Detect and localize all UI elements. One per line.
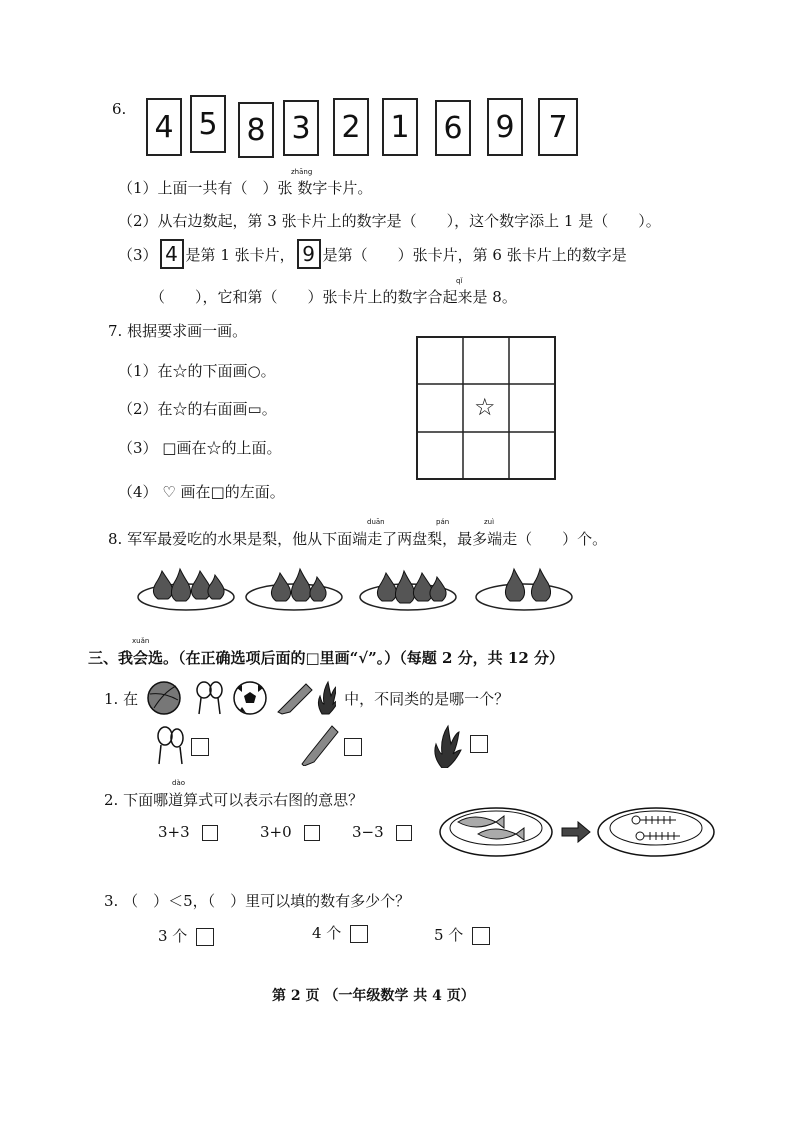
q6-number: 6.: [112, 100, 127, 118]
basketball-icon: [148, 682, 180, 714]
checkbox-option-2[interactable]: [350, 925, 368, 943]
checkbox-jump-rope[interactable]: [191, 738, 209, 756]
s3q1: [104, 680, 509, 716]
s3q3-option-2: [312, 922, 368, 943]
q6-sub2: （2）从右边数起，第 3 张卡片上的数字是（ ），这个数字添上 1 是（ ）。: [118, 212, 661, 230]
pencil-icon: [278, 684, 312, 714]
section3-title: 三、我会选。（在正确选项后面的□里画“√”。）（每题 2 分，共 12 分）: [88, 649, 564, 667]
checkbox-option-2[interactable]: [304, 825, 320, 841]
q6-sub3: [118, 237, 627, 271]
q6-sub3-line2: （ ），它和第（ ）张卡片上的数字合起来是 8。: [150, 288, 517, 306]
plant-icon: [426, 724, 462, 768]
pinyin-dao: dào: [172, 779, 186, 787]
pencil-icon: [298, 722, 340, 766]
pinyin-zhang: zhāng: [291, 168, 313, 176]
q7-item-4: （4） ♡ 画在□的左面。: [118, 483, 285, 501]
s3q3-option-3: [434, 924, 490, 945]
digit-card: 3: [283, 100, 319, 156]
s3q1-images: [146, 680, 336, 716]
pinyin-xuan: xuǎn: [132, 637, 150, 645]
option-label: 3+3: [158, 823, 190, 841]
pinyin-zui: zuì: [484, 518, 495, 526]
pear-plates: [136, 555, 606, 615]
digit-card: 1: [382, 98, 418, 156]
checkbox-option-3[interactable]: [472, 927, 490, 945]
checkbox-plant[interactable]: [470, 735, 488, 753]
checkbox-pencil[interactable]: [344, 738, 362, 756]
option-pencil: [298, 722, 340, 766]
digit-card: 8: [238, 102, 274, 158]
q6-sub3-prefix: （3）: [118, 245, 158, 264]
checkbox-option-1[interactable]: [196, 928, 214, 946]
option-label: 3+0: [260, 823, 292, 841]
option-plant: [426, 724, 462, 768]
checkbox-option-3[interactable]: [396, 825, 412, 841]
s3q3-option-1: [158, 925, 214, 946]
q7-item-1: （1）在☆的下面画○。: [118, 362, 276, 380]
pinyin-duan: duān: [367, 518, 385, 526]
s3q2-text: 2. 下面哪道算式可以表示右图的意思？: [104, 791, 364, 809]
arrow-icon: [562, 822, 590, 842]
fish-plates-illustration: [438, 804, 718, 860]
pear-icon: [136, 555, 606, 615]
jump-rope-icon: [197, 682, 222, 714]
s3q2-option-3: [352, 823, 412, 841]
soccer-ball-icon: [234, 682, 266, 714]
small-card-9: 9: [297, 239, 321, 269]
option-label: 4 个: [312, 924, 342, 942]
digit-card: 7: [538, 98, 578, 156]
q6-sub3-mid: 是第 1 张卡片，: [185, 245, 295, 264]
q6-sub3-rest: 是第（ ）张卡片，第 6 张卡片上的数字是: [322, 245, 627, 264]
q7-item-3: （3） □画在☆的上面。: [118, 439, 282, 457]
small-card-4: 4: [160, 239, 184, 269]
option-label: 3−3: [352, 823, 384, 841]
digit-card: 5: [190, 95, 226, 153]
plate-with-fishbones-icon: [598, 808, 714, 856]
digit-card: 4: [146, 98, 182, 156]
jump-rope-icon: [155, 726, 185, 766]
q7-item-2: （2）在☆的右面画▭。: [118, 400, 277, 418]
plate-with-fish-icon: [440, 808, 552, 856]
s3q3-text: 3. （ ）＜5，（ ）里可以填的数有多少个？: [104, 892, 411, 910]
q8-text: 8. 军军最爱吃的水果是梨，他从下面端走了两盘梨，最多端走（ ）个。: [108, 530, 608, 548]
pinyin-qi: qǐ: [456, 277, 463, 285]
s3q1-suffix: 中，不同类的是哪一个？: [344, 689, 510, 708]
digit-card: 2: [333, 98, 369, 156]
s3q2-option-2: [260, 823, 320, 841]
page-footer: 第 2 页 （一年级数学 共 4 页）: [272, 988, 475, 1004]
q7-title: 7. 根据要求画一画。: [108, 322, 248, 340]
pinyin-pan: pán: [436, 518, 450, 526]
s3q1-prefix: 1. 在: [104, 689, 139, 708]
s3q2-option-1: [158, 823, 218, 841]
option-jump-rope: [155, 726, 185, 766]
star-icon: ☆: [474, 393, 496, 421]
checkbox-option-1[interactable]: [202, 825, 218, 841]
option-label: 3 个: [158, 927, 188, 945]
plant-icon: [318, 682, 336, 714]
digit-card: 9: [487, 98, 523, 156]
option-label: 5 个: [434, 926, 464, 944]
digit-card: 6: [435, 100, 471, 156]
q6-sub1: （1）上面一共有（ ）张 数字卡片。: [118, 179, 373, 197]
